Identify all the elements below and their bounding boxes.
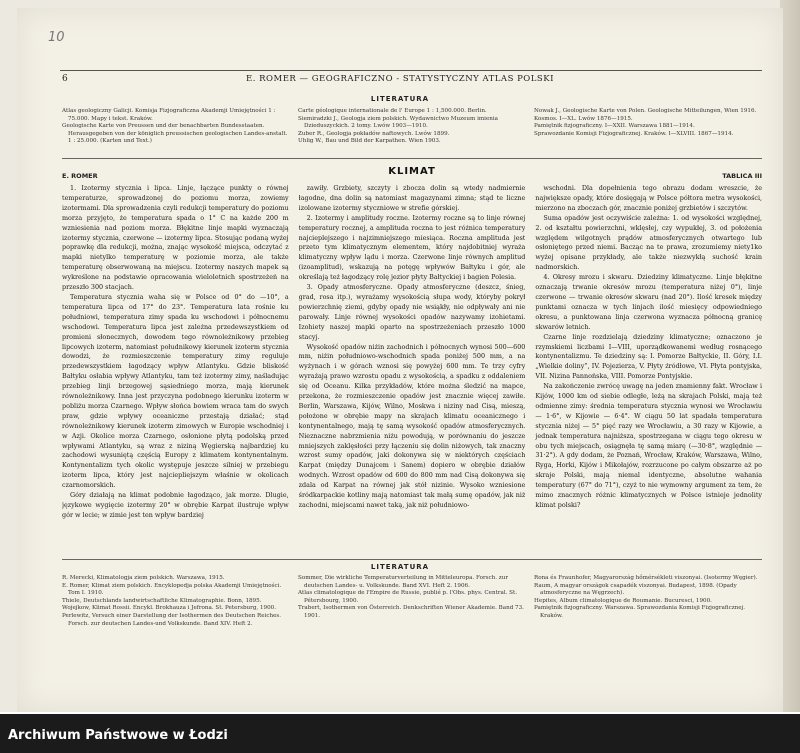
footer-rule bbox=[0, 712, 800, 714]
reference: Pamiętnik fizjograficzny. I—XXII. Warszawa 1881—1914. bbox=[534, 123, 695, 130]
title-row bbox=[62, 166, 762, 180]
paragraph: Góry działają na klimat podobnie łagodząco, jak morze. Dlugie, językowe wygięcie izotermy 20° w obrębie Karpat ilustruje wpływ gór w lecie; w zimie jest ten wpływ bardziej bbox=[62, 491, 289, 519]
reference: Uhlig W., Bau und Bild der Karpathen. Wien 1903. bbox=[298, 138, 441, 145]
reference: Wojejkow, Klimat Rossii. Encykl. Brokhauza i Jefrona. St. Petersburg, 1900. bbox=[62, 605, 276, 612]
bottom-literature-column bbox=[534, 575, 762, 628]
literature-heading-bottom: LITERATURA bbox=[370, 563, 430, 571]
reference: Nowak J., Geologische Karte von Polen. Geologische Mitteilungen, Wien 1916. bbox=[534, 108, 757, 114]
archive-footer bbox=[0, 712, 800, 753]
reference: Geologische Karte von Preussen und der benachbarten Bundesstaaten. Herausgegeben von der königlich preussischen geologischen Landes-anstalt. 1 : 25.000. (Karten und Text.) bbox=[62, 123, 288, 145]
section-rule bbox=[62, 158, 762, 159]
reference: Sommer, Die wirkliche Temperaturverteilung in Mitteleuropa. Forsch. zur deutschen Landes- u. Volkskunde. Band XVI. Heft 2. 1906. bbox=[298, 575, 509, 589]
reference: Pamiętnik fizjograficzny. Warszawa. Sprawozdania Komisji Fizjograficznej. Kraków. bbox=[534, 605, 746, 619]
reference: Hepites, Album climatologique de Roumanie. Bucuresci, 1900. bbox=[534, 597, 712, 604]
reference: Siemiradzki J., Geologja ziem polskich. Wydawnictwo Muzeum imienia Dzieduszyckich. 2 tomy. Lwów 1903—1910. bbox=[298, 115, 498, 130]
paragraph: 2. Izotermy i amplitudy roczne. Izotermy roczne są to linje równej temperatury rocznej, a amplituda roczna to jest różnica temperatury najcieplejszego i najzimniejszego miesiąca. Roczna amplituda jest przeto tym klimatycznym elementem, który najdobitniej wyraża klimatyczny wpływ lądu i morza. Czerwone linje równych amplitud (izoamplitud), wskazują na potęgę wpływów Bałtyku i gór, ale określają też łagodzący rolę jezior płyty Bałtyckiej i bagien Polesia. bbox=[298, 213, 526, 282]
paragraph: zawiły. Grzbiety, szczyty i zbocza dolin są wtedy nadmiernie łagodne, dna dolin są natomiast magazynami zimna; stąd te liczne izolowane izotermy styczniowe w strefie górskiej. bbox=[298, 184, 526, 212]
paragraph: 4. Okresy mrozu i skwaru. Dziedziny klimatyczne. Linje błękitne oznaczają trwanie okresów mrozu (temperatura niżej 0°), linje czerwone — trwanie okresów skwaru (nad 20°). Ilość kresek między punktami oznacza w tych linjach ilość miesięcy odpowiedniego okresu, a punktowana linja czerwona wyznacza północną granicę skwarów letnich. bbox=[535, 273, 762, 331]
paragraph: Suma opadów jest oczywiście zależna: 1. od wysokości względnej, 2. od kształtu powierzchni, wklęsłej, czy wypukłej, 3. od położenia względem wilgotnych prądów atmosferycznych otwartego lub osłoniętego przed niemi. Bacząc na te prawa, zrozumiemy niety1ko wyżej opisane przykłady, ale także niezwykłą suchość krain nadmorskich. bbox=[535, 213, 762, 272]
reference: Atlas climatologique de l'Empire de Russie, publié p. l'Obs. phys. Central. St. Pétersbourg, 1900. bbox=[298, 590, 518, 604]
reference: Thiele, Deutschlands landwirtschaftliche Klimatographie. Bonn, 1895. bbox=[62, 597, 262, 604]
bottom-literature-column bbox=[298, 575, 526, 628]
reference: Perlewitz, Versuch einer Darstellung der Isothermen des Deutschen Reiches. Forsch. zur deutschen Landes-und Volkskunde. Band XIV. Heft 2. bbox=[62, 612, 282, 627]
literature-heading-top: LITERATURA bbox=[370, 95, 430, 103]
paragraph: wschodni. Dla dopełnienia tego obrazu dodam wreszcie, że największe opady, które dosięgają w Polsce półtora metra wysokości, mierzono na zboczach gór, znacznie poniżej grzbietów i szczytów. bbox=[535, 184, 762, 212]
paragraph: Czarne linje rozdzielają dziedziny klimatyczne; oznaczono je rzymskiemi liczbami I—VIII, uporządkowanemi według rosnącego kontynentalizmu. Te dziedziny są: I. Pomorze Bałtyckie, II. Góry, I.I. „Wielkie doliny”, IV. Pojezierza, V. Płyty źródłowe, VI. Płyta pontyjska, VII. Nizina Pannońska, VIII. Pomorze Pontyjskie. bbox=[535, 332, 762, 381]
top-literature-column bbox=[298, 108, 526, 146]
article-title: KLIMAT bbox=[388, 166, 436, 177]
plate-tag: TABLICA III bbox=[722, 172, 762, 180]
archive-name: Archiwum Państwowe w Łodzi bbox=[8, 728, 228, 743]
text-column bbox=[299, 184, 526, 556]
author-tag: E. ROMER bbox=[62, 172, 98, 180]
reference: Carte géologique internationale de l' Europe 1 : 1,500.000. Berlin. bbox=[298, 108, 487, 114]
top-literature-column bbox=[534, 108, 762, 146]
paragraph: Na zakończenie zwrócę uwagę na jeden znamienny fakt. Wrocław i Kijów, 1000 km od siebie odległe, leżą na skrajach Polski, mają też odmienne zimy: średnia temperatura stycznia wynosi we Wrocławiu — 1·6°, w Kijowie — 6·4°. W ciągu 50 lat spadała temperatura stycznia niżej — 5° pięć razy we Wrocławiu, a 30 razy w Kijowie, a jednak temperatura najniższa, spostrzegana w ciągu tego okresu w obu tych miejscach, osiągnęła tę samą miarę (—30·8°, względnie —31·2°). A gdy dodam, że Poznań, Wrocław, Kraków, Warszawa, Wilno, Ryga, Horki, Kijów i Mikołajów, rozrzucone po całym obszarze aż po skraje Polski, mają niemal identyczne, absolutne wahania temperatury (67° do 71°), czyż to nie wymowny argument za tem, że mimo znacznych różnic klimatycznych w Polsce istnieje jednolity klimat polski? bbox=[535, 382, 762, 509]
reference: Zuber R., Geologja pokładów naftowych. Lwów 1899. bbox=[298, 130, 450, 137]
reference: R. Merecki, Klimatologja ziem polskich. Warszawa, 1915. bbox=[62, 575, 225, 581]
paragraph: Wysokość opadów niżin zachodnich i północnych wynosi 500—600 mm, niżin południowo-wschodnich spada poniżej 500 mm, a na wyżynach i w górach wznosi się powyżej 600 mm. Te trzy cyfry wyrażają prawo wzrostu opadu z wysokością, a spadku z oddaleniem się od Oceanu. Kilka przykładów, które można śledzić na mapce, przekona, że rozmieszczenie opadów jest znacznie więcej zawiłe. Berlin, Warszawa, Kijów, Wilno, Moskwa i niziny nad Cisą, mieszą, położone w obrębie mapy na skrajach klimatu oceanicznego i kontynentalnego, mają tę samą wysokość opadów atmosferycznych. Nieznaczne nabrzmienia niżu powodują, w porównaniu do jeszcze mniejszych zaklęsłości przy łączeniu się dolin niżowych, tak znaczny wzrost sumy opadów, jaki dokonywa się w niektórych częściach Karpat (między Dunajcem i Sanem) dopiero w obrębie działów wodnych. Wzrost opadów od 600 do 800 mm nad Cisą dokonywa się zdala od Karpat na równej jak stół nizinie. Wysoko wzniesione śródkarpackie kotliny mają natomiast tak małą sumę opadów, jak niż zachodni, miejscami nawet taką, jak niż południowo- bbox=[298, 342, 526, 509]
bottom-literature-column bbox=[62, 575, 290, 628]
paragraph: 3. Opady atmosferyczne. Opady atmosferyczne (deszcz, śnieg, grad, rosa itp.), wyrażamy wysokością słupa wody, któryby pokrył powierzchnię ziemi, gdyby opady nie wsiąkły, nie odpływały ani nie parowały. Linje równej wysokości opadów nazywamy izohietami. Izohiety naszej mapki oparto na spostrzeżeniach przeszło 1000 stacyj. bbox=[298, 283, 526, 341]
reference: E. Romer, Klimat ziem polskich. Encyklopedja polska Akademji Umiejętności. Tom I. 1910. bbox=[62, 582, 282, 597]
reference: Rona és Fraunhofer, Magyarország hőmérsékleti viszonyai. (Isotermy Węgier). bbox=[534, 575, 758, 581]
paragraph: Temperatura stycznia waha się w Polsce od 0° do —10°, a temperatura lipca od 17° do 23°. Temperatura lata rośnie ku południowi, temperatura zimy spada ku wschodowi i północnemu wschodowi. Temperatura lipca jest zależna przedewszystkiem od promieni słonecznych, dowodem tego równoleżnikowy przebieg lipcowych izoterm, natomiast południkowy kierunek izoterm stycznia dowodzi, że rozmieszczenie temperatury zimy reguluje przedewszystkiem łagodzący wpływ Atlantyku. Gdzie bliskość Bałtyku osłabia wpływy Atlantyku, tam też izotermy zimy, naśladując przebieg linji brzegowej sąsiedniego morza, mają kierunek równoleżnikowy. Inna jest przyczyna podobnego kierunku izoterm w pobliżu morza Czarnego. Wpływ słońca bowiem wraca tam do swych praw, gdzie wpływy oceaniczne przestają działać; stąd równoleżnikowy kierunek izoterm zimowych w Europie wschodniej i w Azji. Okolice morza Czarnego, osłonione płytą podolską przed wpływami Atlantyku, są wraz z niziną Węgierską najbardziej ku zachodowi wysuniętą częścią Europy z klimatem kontynentalnym. Kontynentalizm tych okolic występuje jeszcze silniej w przebiegu izoterm lipca, który jest najciepliejszym właśnie w okolicach czarnomorskich. bbox=[62, 292, 289, 490]
reference: Raum, A magyar országok csapadék viszonyai. Budapest, 1898. (Opady atmosferyczne na Węgrzech). bbox=[534, 582, 737, 597]
top-literature bbox=[62, 108, 762, 146]
handwritten-annotation: 10 bbox=[48, 30, 65, 45]
page-number: 6 bbox=[62, 74, 68, 84]
text-column bbox=[62, 184, 289, 556]
header-rule bbox=[60, 70, 762, 71]
reference: Atlas geologiczny Galicji. Komisja Fizjograficzna Akademji Umiejętności 1 : 75.000. Mapy i tekst. Kraków. bbox=[62, 108, 276, 122]
bottom-literature bbox=[62, 575, 762, 628]
top-literature-column bbox=[62, 108, 290, 146]
article-body bbox=[62, 184, 762, 556]
section-rule bbox=[62, 559, 762, 560]
reference: Sprawozdanie Komisji Fizjograficznej. Kraków. I—XLVIII. 1867—1914. bbox=[534, 130, 734, 137]
reference: Kosmos. I—XL. Lwów 1876—1915. bbox=[534, 115, 633, 122]
reference: Trabert, Isothermen von Österreich. Denkschriften Wiener Akademie. Band 73. 1901. bbox=[298, 605, 524, 619]
paragraph: 1. Izotermy stycznia i lipca. Linje, łączące punkty o równej temperaturze, sprowadzonej do poziomu morza, zowiemy izotermami. Dla sprowadzenia czyli redukcji temperatury do poziomu morza przyjęto, że temperatura spada o 1° C na każde 200 m wzniesienia nad poziom morza. Błękitne linje mapki wyznaczają izotermy stycznia, czerwone — izotermy lipca. Stosując podaną wyżej poprawkę dla redukcji, można, znając wysokość miejsca, odczytać z mapki nietylko temperaturę w poziomie morza, ale także temperaturę obserwowaną na miejscu. Izotermy naszych mapek są wykreślone na podstawie opracowania wieloletnich spostrzeżeń na przeszło 300 stacjach. bbox=[62, 184, 289, 292]
page-edge bbox=[780, 0, 800, 712]
running-header: E. ROMER — GEOGRAFICZNO - STATYSTYCZNY ATLAS POLSKI bbox=[246, 74, 554, 84]
text-column bbox=[535, 184, 762, 556]
